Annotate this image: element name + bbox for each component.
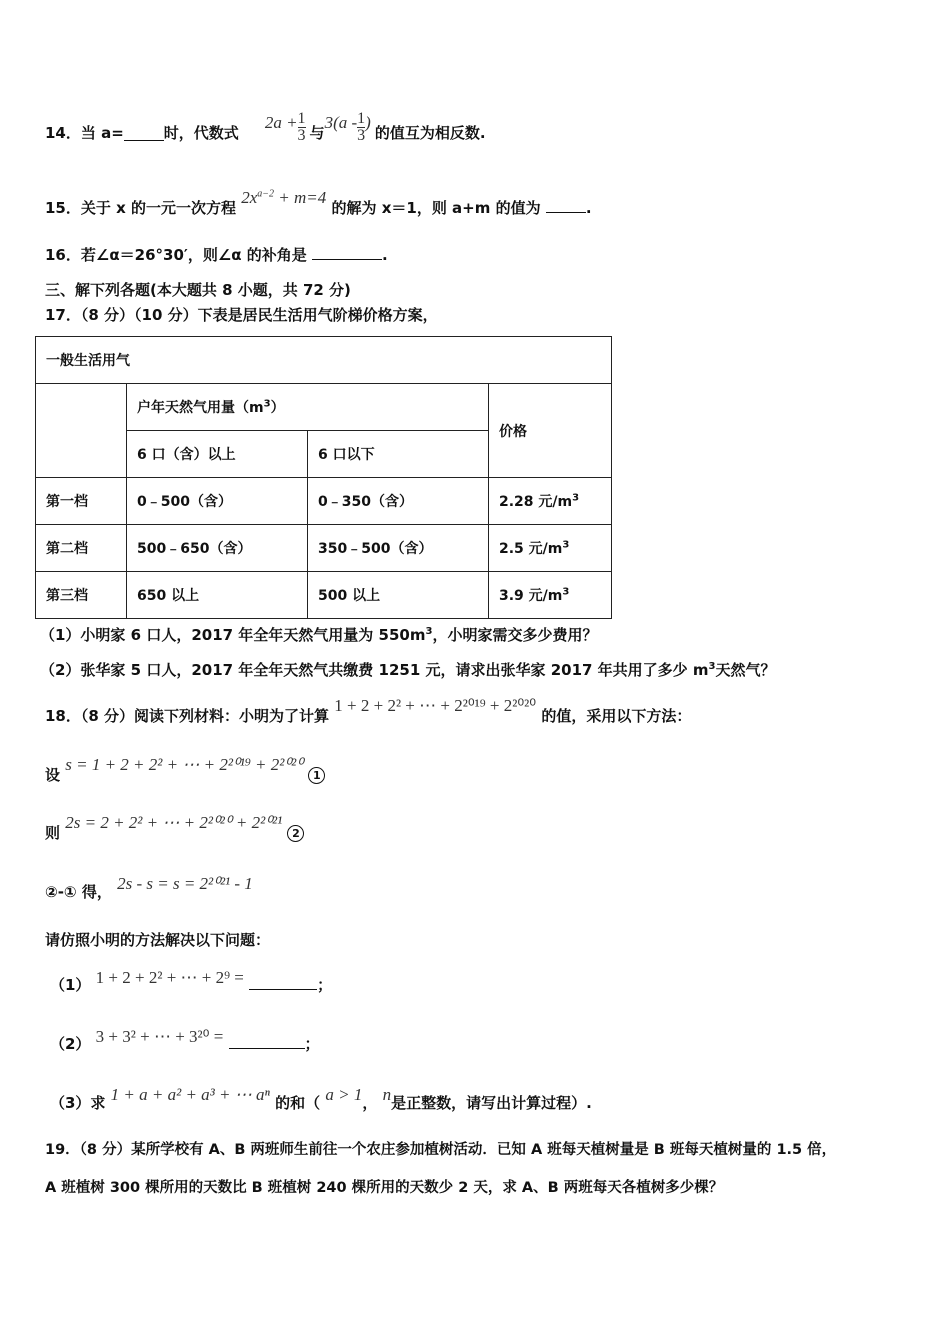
q18-sub-2: （2） 3 + 3² + ⋯ + 3²⁰ = ；: [50, 1027, 320, 1053]
q14-expr1: 2a +: [264, 113, 298, 132]
question-19-line-1: 19．（8 分）某所学校有 A、B 两班师生前往一个农庄参加植树活动．已知 A 班每天植树量是 B 班每天植树量的 1.5 倍，: [45, 1142, 837, 1158]
q18-line-1-expr: s = 1 + 2 + 2² + ⋯ + 2²⁰¹⁹ + 2²⁰²⁰: [65, 755, 304, 774]
q15-equation: $2x^{a-2} + m=4$: [241, 188, 327, 207]
table-row: [36, 478, 612, 525]
q14-frac1: $\frac{1}{3}$: [297, 109, 306, 144]
q14-prefix: 14．当 a=: [45, 124, 124, 142]
q18-sub-3-n: n: [382, 1085, 392, 1104]
q15-post: 的解为 x＝1，则 a+m 的值为: [331, 199, 541, 217]
q15-blank[interactable]: [546, 198, 586, 213]
q16-text: 16．若∠α＝26°30′，则∠α 的补角是: [45, 246, 307, 264]
q18-line-2: 则 2s = 2 + 2² + ⋯ + 2²⁰²⁰ + 2²⁰²¹ 2: [45, 823, 304, 843]
q18-sub-3-expr: 1 + a + a² + a³ + ⋯ aⁿ: [110, 1085, 270, 1104]
q14-yu: 与: [309, 124, 325, 142]
question-17-intro: 17．（8 分）（10 分）下表是居民生活用气阶梯价格方案，: [45, 306, 438, 324]
q17-part-2: （2）张华家 5 口人，2017 年全年天然气共缴费 1251 元，请求出张华家 2017 年共用了多少 $m^3$天然气？: [40, 661, 776, 679]
q18-intro-expr: 1 + 2 + 2² + ⋯ + 2²⁰¹⁹ + 2²⁰²⁰: [334, 696, 537, 715]
circle-2-mark: 2: [287, 825, 304, 842]
q14-expr2: 3(a -: [324, 113, 358, 132]
price-cell: 2.5 元$/m^3$: [489, 525, 612, 572]
tier-cell: 第一档: [36, 478, 127, 525]
q18-sub-2-expr: 3 + 3² + ⋯ + 3²⁰ =: [95, 1027, 224, 1046]
q16-blank[interactable]: [312, 245, 382, 260]
q14-frac2: $\frac{1}{3}$: [357, 109, 366, 144]
price-cell: 3.9 元$/m^3$: [489, 572, 612, 619]
q18-sub-1-expr: 1 + 2 + 2² + ⋯ + 2⁹ =: [95, 968, 244, 987]
question-18-intro: 18．（8 分）阅读下列材料：小明为了计算 1 + 2 + 2² + ⋯ + 2²⁰¹⁹ + 2²⁰²⁰ 的值，采用以下方法：: [45, 696, 692, 725]
section-heading: 三、解下列各题(本大题共 8 小题，共 72 分): [45, 281, 351, 299]
q14-mid: 时，代数式: [163, 124, 239, 142]
q15-prefix: 15．关于 x 的一元一次方程: [45, 199, 236, 217]
q18-sub-1-blank[interactable]: [249, 975, 317, 990]
table-corner: [36, 384, 127, 478]
table-row: [36, 525, 612, 572]
usage-header: 户年天然气用量$(m^3)$: [127, 384, 489, 431]
range-cell: 0﹣350（含）: [308, 478, 489, 525]
q18-sub-3: （3）求 1 + a + a² + a³ + ⋯ aⁿ 的和（ a > 1， n是正整数，请写出计算过程）.: [50, 1085, 592, 1112]
q18-line-1: 设 s = 1 + 2 + 2² + ⋯ + 2²⁰¹⁹ + 2²⁰²⁰ 1: [45, 765, 325, 785]
circle-1-mark: 1: [308, 767, 325, 784]
q14-blank[interactable]: [124, 126, 164, 141]
table-title: 一般生活用气: [36, 337, 612, 384]
gas-price-table: [35, 336, 612, 619]
q18-sub-1: （1） 1 + 2 + 2² + ⋯ + 2⁹ = ；: [50, 968, 333, 994]
col-header-6plus: 6 口（含）以上: [127, 431, 308, 478]
range-cell: 500 以上: [308, 572, 489, 619]
range-cell: 0﹣500（含）: [127, 478, 308, 525]
table-row: [36, 572, 612, 619]
range-cell: 500﹣650（含）: [127, 525, 308, 572]
q18-sub-2-blank[interactable]: [229, 1034, 305, 1049]
price-header: 价格: [489, 384, 612, 478]
range-cell: 650 以上: [127, 572, 308, 619]
col-header-under6: 6 口以下: [308, 431, 489, 478]
range-cell: 350﹣500（含）: [308, 525, 489, 572]
q17-part-1: （1）小明家 6 口人，2017 年全年天然气用量为 $550m^3$，小明家需交多少费用？: [40, 626, 598, 644]
q18-sub-3-cond: a > 1: [325, 1085, 363, 1104]
question-15: 15．关于 x 的一元一次方程 $2x^{a-2} + m=4$ 的解为 x＝1，则 a+m 的值为 .: [45, 188, 592, 217]
q18-line-2-expr: 2s = 2 + 2² + ⋯ + 2²⁰²⁰ + 2²⁰²¹: [65, 813, 283, 832]
q18-line-3: ②-① 得， 2s - s = s = 2²⁰²¹ - 1: [45, 874, 253, 901]
q14-post: 的值互为相反数.: [374, 124, 486, 142]
question-14: [45, 108, 486, 158]
question-19-line-2: A 班植树 300 棵所用的天数比 B 班植树 240 棵所用的天数少 2 天，求 A、B 两班每天各植树多少棵？: [45, 1180, 724, 1196]
price-cell: 2.28 元$/m^3$: [489, 478, 612, 525]
tier-cell: 第三档: [36, 572, 127, 619]
q18-ask: 请仿照小明的方法解决以下问题：: [45, 931, 271, 949]
q18-line-3-expr: 2s - s = s = 2²⁰²¹ - 1: [117, 874, 253, 893]
tier-cell: 第二档: [36, 525, 127, 572]
q14-expr2-close: ): [365, 113, 371, 132]
question-16: 16．若∠α＝26°30′，则∠α 的补角是 .: [45, 246, 388, 264]
